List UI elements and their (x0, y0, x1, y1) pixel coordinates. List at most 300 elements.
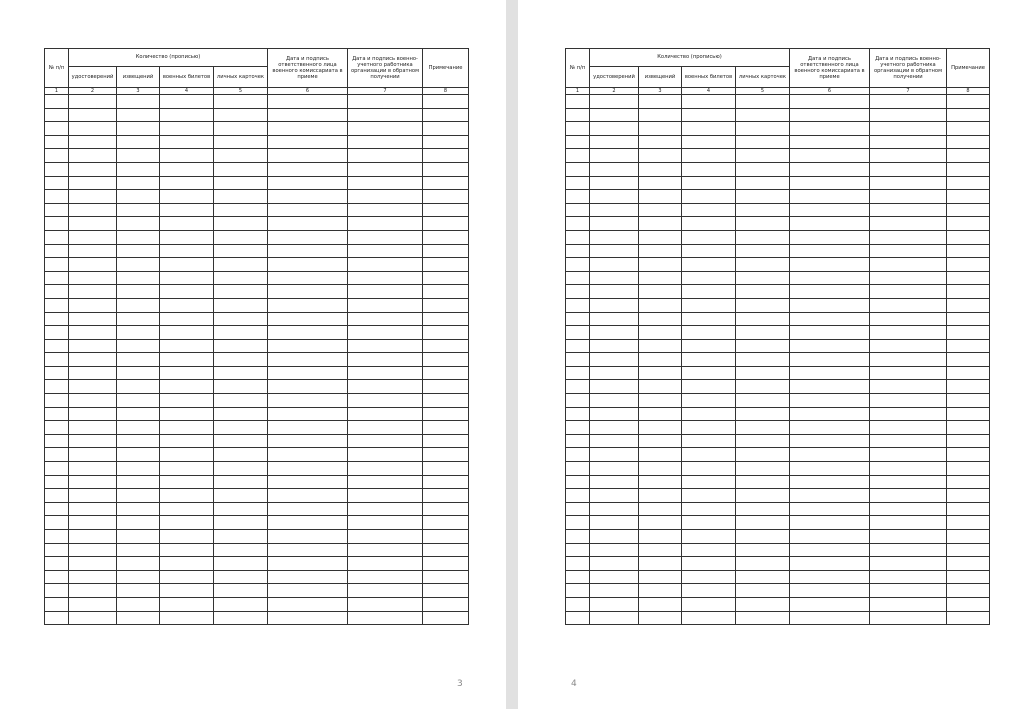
table-cell (790, 135, 870, 149)
table-cell (736, 190, 790, 204)
table-cell (790, 597, 870, 611)
table-cell (45, 570, 69, 584)
table-cell (566, 394, 590, 408)
table-cell (639, 570, 682, 584)
table-row (45, 475, 469, 489)
table-cell (214, 611, 268, 625)
table-cell (69, 543, 117, 557)
table-cell (590, 135, 639, 149)
table-cell (117, 339, 160, 353)
table-cell (117, 584, 160, 598)
table-cell (566, 570, 590, 584)
table-cell (69, 339, 117, 353)
table-cell (45, 353, 69, 367)
table-cell (423, 285, 469, 299)
table-cell (348, 230, 423, 244)
header-notices: извещений (117, 67, 160, 88)
table-cell (117, 502, 160, 516)
table-cell (870, 190, 947, 204)
table-cell (947, 285, 990, 299)
table-cell (423, 244, 469, 258)
page-number: 3 (457, 679, 463, 689)
table-cell (736, 271, 790, 285)
table-cell (117, 244, 160, 258)
table-cell (214, 271, 268, 285)
table-cell (117, 611, 160, 625)
table-cell (566, 244, 590, 258)
table-cell (160, 557, 214, 571)
header-military-ids: военных билетов (682, 67, 736, 88)
table-cell (736, 217, 790, 231)
table-cell (947, 434, 990, 448)
table-cell (566, 407, 590, 421)
table-cell (566, 543, 590, 557)
header-received-signature: Дата и подпись ответственного лица военного комиссариата в приеме (268, 49, 348, 88)
table-cell (45, 230, 69, 244)
table-cell (117, 326, 160, 340)
table-cell (870, 230, 947, 244)
table-cell (639, 489, 682, 503)
table-cell (682, 190, 736, 204)
table-cell (639, 584, 682, 598)
table-row (566, 584, 990, 598)
table-cell (423, 176, 469, 190)
table-cell (947, 176, 990, 190)
table-row (45, 380, 469, 394)
table-cell (870, 326, 947, 340)
column-number-cell: 2 (69, 88, 117, 95)
table-cell (423, 557, 469, 571)
table-cell (590, 611, 639, 625)
table-cell (639, 312, 682, 326)
header-note: Примечание (423, 49, 469, 88)
table-cell (566, 203, 590, 217)
table-cell (214, 448, 268, 462)
header-note: Примечание (947, 49, 990, 88)
table-cell (947, 162, 990, 176)
table-cell (348, 611, 423, 625)
table-cell (566, 298, 590, 312)
table-cell (736, 380, 790, 394)
table-cell (69, 298, 117, 312)
table-cell (590, 108, 639, 122)
register-table (565, 48, 990, 625)
table-cell (590, 176, 639, 190)
table-cell (160, 394, 214, 408)
table-cell (590, 489, 639, 503)
table-cell (348, 557, 423, 571)
table-cell (682, 448, 736, 462)
table-cell (268, 462, 348, 476)
table-cell (423, 597, 469, 611)
table-cell (590, 584, 639, 598)
table-cell (639, 475, 682, 489)
table-cell (160, 190, 214, 204)
table-row (566, 448, 990, 462)
table-cell (682, 285, 736, 299)
table-cell (214, 285, 268, 299)
table-cell (682, 95, 736, 109)
table-cell (790, 502, 870, 516)
table-cell (268, 298, 348, 312)
table-cell (566, 434, 590, 448)
column-number-cell: 1 (45, 88, 69, 95)
table-cell (947, 312, 990, 326)
table-cell (69, 584, 117, 598)
table-cell (214, 380, 268, 394)
table-cell (736, 298, 790, 312)
table-cell (790, 516, 870, 530)
table-cell (348, 516, 423, 530)
table-cell (682, 162, 736, 176)
table-cell (682, 176, 736, 190)
table-row (45, 298, 469, 312)
table-row (566, 298, 990, 312)
table-cell (268, 217, 348, 231)
table-row (566, 366, 990, 380)
table-cell (214, 516, 268, 530)
table-cell (682, 462, 736, 476)
table-row (45, 597, 469, 611)
table-row (45, 326, 469, 340)
table-cell (117, 298, 160, 312)
table-cell (214, 298, 268, 312)
table-cell (160, 530, 214, 544)
table-cell (69, 611, 117, 625)
table-cell (566, 557, 590, 571)
table-cell (348, 244, 423, 258)
table-cell (423, 217, 469, 231)
table-row (45, 122, 469, 136)
table-cell (736, 353, 790, 367)
table-cell (790, 353, 870, 367)
table-cell (736, 543, 790, 557)
table-cell (566, 217, 590, 231)
table-cell (45, 462, 69, 476)
table-cell (348, 95, 423, 109)
table-cell (69, 597, 117, 611)
table-row (566, 434, 990, 448)
table-cell (736, 258, 790, 272)
table-cell (423, 584, 469, 598)
table-cell (117, 176, 160, 190)
table-cell (45, 557, 69, 571)
table-cell (160, 135, 214, 149)
table-cell (69, 516, 117, 530)
table-cell (423, 298, 469, 312)
table-cell (639, 407, 682, 421)
table-cell (69, 244, 117, 258)
table-cell (45, 95, 69, 109)
table-cell (214, 190, 268, 204)
table-cell (947, 258, 990, 272)
table-cell (214, 312, 268, 326)
table-cell (639, 557, 682, 571)
table-cell (870, 203, 947, 217)
table-cell (160, 271, 214, 285)
table-cell (947, 421, 990, 435)
table-cell (736, 421, 790, 435)
table-row (45, 394, 469, 408)
table-cell (214, 502, 268, 516)
table-cell (160, 366, 214, 380)
table-cell (682, 394, 736, 408)
table-cell (870, 434, 947, 448)
table-cell (590, 122, 639, 136)
table-row (45, 285, 469, 299)
table-cell (69, 489, 117, 503)
table-cell (566, 176, 590, 190)
table-cell (268, 502, 348, 516)
table-row (45, 244, 469, 258)
table-cell (870, 135, 947, 149)
table-cell (790, 475, 870, 489)
table-cell (947, 475, 990, 489)
table-row (566, 380, 990, 394)
table-cell (870, 475, 947, 489)
table-cell (160, 149, 214, 163)
table-cell (566, 502, 590, 516)
table-row (566, 339, 990, 353)
table-cell (214, 394, 268, 408)
table-row (45, 162, 469, 176)
table-cell (566, 190, 590, 204)
table-cell (268, 326, 348, 340)
table-cell (639, 230, 682, 244)
table-cell (69, 203, 117, 217)
table-cell (870, 162, 947, 176)
table-cell (423, 380, 469, 394)
table-cell (947, 530, 990, 544)
table-cell (117, 570, 160, 584)
table-cell (736, 448, 790, 462)
table-cell (947, 298, 990, 312)
table-cell (45, 543, 69, 557)
table-cell (682, 326, 736, 340)
table-cell (45, 298, 69, 312)
table-cell (423, 489, 469, 503)
table-row (566, 176, 990, 190)
table-cell (682, 108, 736, 122)
table-cell (214, 122, 268, 136)
table-cell (117, 448, 160, 462)
table-cell (790, 190, 870, 204)
table-cell (214, 543, 268, 557)
table-cell (790, 543, 870, 557)
table-cell (947, 611, 990, 625)
table-cell (214, 597, 268, 611)
table-row (45, 584, 469, 598)
table-cell (566, 462, 590, 476)
table-row (566, 122, 990, 136)
table-cell (682, 557, 736, 571)
table-cell (590, 258, 639, 272)
table-cell (423, 312, 469, 326)
table-cell (160, 448, 214, 462)
table-cell (348, 421, 423, 435)
table-cell (590, 475, 639, 489)
table-cell (590, 244, 639, 258)
table-cell (682, 312, 736, 326)
table-cell (590, 271, 639, 285)
table-cell (45, 475, 69, 489)
table-cell (268, 421, 348, 435)
table-cell (566, 162, 590, 176)
table-cell (69, 434, 117, 448)
table-cell (348, 149, 423, 163)
table-cell (160, 611, 214, 625)
table-cell (348, 502, 423, 516)
table-cell (214, 339, 268, 353)
table-cell (45, 489, 69, 503)
table-row (45, 149, 469, 163)
table-cell (45, 244, 69, 258)
table-cell (590, 448, 639, 462)
table-cell (69, 176, 117, 190)
table-cell (69, 475, 117, 489)
table-cell (423, 516, 469, 530)
table-row (45, 516, 469, 530)
table-row (45, 190, 469, 204)
table-cell (736, 366, 790, 380)
table-cell (214, 366, 268, 380)
table-cell (590, 570, 639, 584)
table-cell (870, 271, 947, 285)
table-cell (117, 421, 160, 435)
table-cell (117, 149, 160, 163)
table-cell (870, 611, 947, 625)
table-cell (639, 95, 682, 109)
table-cell (639, 462, 682, 476)
table-cell (736, 584, 790, 598)
table-cell (348, 135, 423, 149)
table-row (45, 557, 469, 571)
table-cell (214, 258, 268, 272)
table-cell (790, 162, 870, 176)
table-row (45, 108, 469, 122)
table-cell (268, 203, 348, 217)
table-cell (590, 353, 639, 367)
table-cell (790, 176, 870, 190)
table-cell (160, 489, 214, 503)
table-cell (160, 570, 214, 584)
table-cell (348, 203, 423, 217)
table-cell (590, 230, 639, 244)
table-cell (423, 149, 469, 163)
table-cell (639, 203, 682, 217)
table-cell (566, 421, 590, 435)
table-cell (682, 597, 736, 611)
table-cell (268, 271, 348, 285)
table-cell (870, 448, 947, 462)
table-cell (214, 95, 268, 109)
table-cell (639, 217, 682, 231)
table-cell (117, 489, 160, 503)
table-cell (566, 135, 590, 149)
table-cell (790, 230, 870, 244)
table-cell (947, 190, 990, 204)
table-cell (348, 312, 423, 326)
table-cell (870, 339, 947, 353)
table-cell (423, 448, 469, 462)
table-cell (566, 312, 590, 326)
table-cell (590, 298, 639, 312)
table-cell (566, 448, 590, 462)
table-row (45, 135, 469, 149)
table-cell (348, 162, 423, 176)
table-cell (870, 258, 947, 272)
table-cell (214, 489, 268, 503)
table-cell (214, 421, 268, 435)
table-row (566, 353, 990, 367)
table-cell (45, 597, 69, 611)
table-cell (736, 176, 790, 190)
table-row (45, 95, 469, 109)
table-row (566, 407, 990, 421)
table-cell (45, 326, 69, 340)
table-cell (870, 543, 947, 557)
table-cell (268, 489, 348, 503)
table-cell (790, 434, 870, 448)
table-cell (947, 462, 990, 476)
table-row (566, 475, 990, 489)
table-cell (590, 95, 639, 109)
table-cell (736, 230, 790, 244)
table-cell (160, 339, 214, 353)
table-cell (590, 557, 639, 571)
table-cell (160, 407, 214, 421)
table-cell (214, 135, 268, 149)
table-cell (870, 516, 947, 530)
table-cell (682, 502, 736, 516)
table-cell (117, 353, 160, 367)
table-cell (590, 190, 639, 204)
table-body (566, 95, 990, 625)
table-cell (566, 597, 590, 611)
table-cell (682, 298, 736, 312)
table-cell (736, 434, 790, 448)
table-cell (117, 462, 160, 476)
table-cell (947, 271, 990, 285)
table-cell (117, 312, 160, 326)
table-cell (870, 530, 947, 544)
header-returned-signature: Дата и подпись военно-учетного работника организации в обратном получении (348, 49, 423, 88)
table-cell (590, 462, 639, 476)
table-cell (682, 244, 736, 258)
table-row (566, 543, 990, 557)
table-cell (736, 326, 790, 340)
table-row (45, 176, 469, 190)
table-cell (160, 543, 214, 557)
table-cell (69, 162, 117, 176)
table-cell (736, 135, 790, 149)
table-cell (423, 366, 469, 380)
table-cell (214, 353, 268, 367)
table-cell (214, 570, 268, 584)
table-cell (947, 353, 990, 367)
table-cell (590, 434, 639, 448)
table-cell (590, 203, 639, 217)
table-cell (639, 258, 682, 272)
table-cell (590, 326, 639, 340)
table-cell (69, 530, 117, 544)
table-cell (639, 162, 682, 176)
table-cell (348, 122, 423, 136)
column-number-cell: 4 (682, 88, 736, 95)
table-row (566, 190, 990, 204)
table-cell (790, 149, 870, 163)
table-cell (947, 489, 990, 503)
